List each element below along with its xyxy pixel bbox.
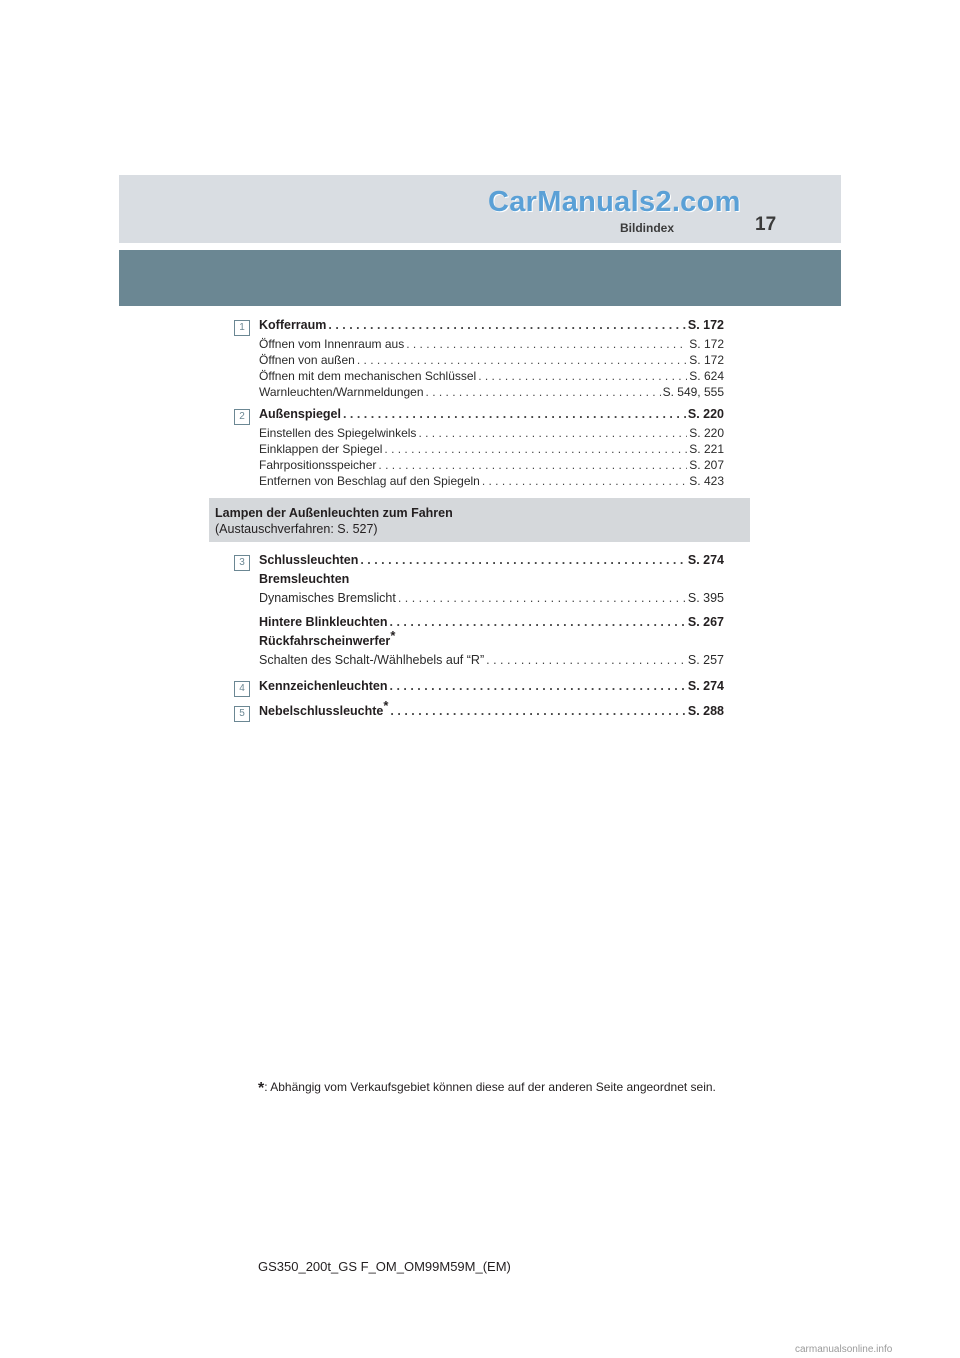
footnote	[258, 1080, 716, 1098]
entry-aussenspiegel[interactable]: Außenspiegel . . . S. 220	[259, 407, 724, 426]
entry-schlussleuchten[interactable]: Schlussleuchten . . . S. 274	[259, 553, 724, 572]
subentry-schalthebel-r[interactable]: Schalten des Schalt-/Wählhebels auf “R” . . . S. 257	[259, 653, 724, 673]
subentry-2[interactable]: Öffnen von außen . . . S. 172	[259, 353, 724, 369]
entry-hintere-blinkleuchten[interactable]: Hintere Blinkleuchten . . . S. 267	[259, 615, 724, 634]
group-5	[234, 697, 724, 723]
callout-number-4: 4	[234, 681, 250, 697]
callout-number-2: 2	[234, 409, 250, 425]
lamps-section-header	[209, 498, 750, 542]
group-4	[234, 679, 724, 698]
callout-number-3: 3	[234, 555, 250, 571]
entry-nebelschlussleuchte[interactable]: Nebelschlussleuchte* . . . S. 288	[259, 704, 724, 723]
footnote-text: : Abhängig vom Verkaufsgebiet können diese auf der anderen Seite angeordnet sein.	[264, 1080, 716, 1094]
entries-upper	[234, 318, 724, 490]
color-band	[119, 250, 841, 306]
watermark-bottom[interactable]: carmanualsonline.info	[795, 1344, 893, 1355]
page-number: 17	[755, 214, 777, 235]
entry-kofferraum[interactable]: Kofferraum . . . S. 172	[259, 318, 724, 337]
group-2	[234, 407, 724, 490]
subentry-4[interactable]: Entfernen von Beschlag auf den Spiegeln . . . S. 423	[259, 474, 724, 490]
subentry-3[interactable]: Fahrpositionsspeicher . . . S. 207	[259, 458, 724, 474]
lamps-title: Lampen der Außenleuchten zum Fahren	[215, 506, 453, 520]
subentry-dynamisches-bremslicht[interactable]: Dynamisches Bremslicht . . . S. 395	[259, 591, 724, 611]
callout-number-5: 5	[234, 706, 250, 722]
group-1	[234, 318, 724, 401]
group-3	[234, 553, 724, 673]
subentry-4[interactable]: Warnleuchten/Warnmeldungen . . . S. 549, 555	[259, 385, 724, 401]
entry-rueckfahrscheinwerfer: Rückfahrscheinwerfer*	[259, 627, 396, 648]
footnote-asterisk: *	[258, 1080, 265, 1097]
subentry-2[interactable]: Einklappen der Spiegel . . . S. 221	[259, 442, 724, 458]
section-title: Bildindex	[620, 221, 675, 235]
subentry-1[interactable]: Einstellen des Spiegelwinkels . . . S. 220	[259, 426, 724, 442]
watermark-logo[interactable]: CarManuals2.com	[488, 186, 741, 218]
lamps-subtitle[interactable]: (Austauschverfahren: S. 527)	[215, 522, 378, 536]
subentry-3[interactable]: Öffnen mit dem mechanischen Schlüssel . . . S. 624	[259, 369, 724, 385]
document-code: GS350_200t_GS F_OM_OM99M59M_(EM)	[258, 1259, 511, 1274]
callout-number-1: 1	[234, 320, 250, 336]
entry-kennzeichenleuchten[interactable]: Kennzeichenleuchten . . . S. 274	[259, 679, 724, 698]
entry-bremsleuchten: Bremsleuchten	[259, 572, 350, 586]
entries-lower	[234, 553, 724, 723]
subentry-1[interactable]: Öffnen vom Innenraum aus . . . S. 172	[259, 337, 724, 353]
